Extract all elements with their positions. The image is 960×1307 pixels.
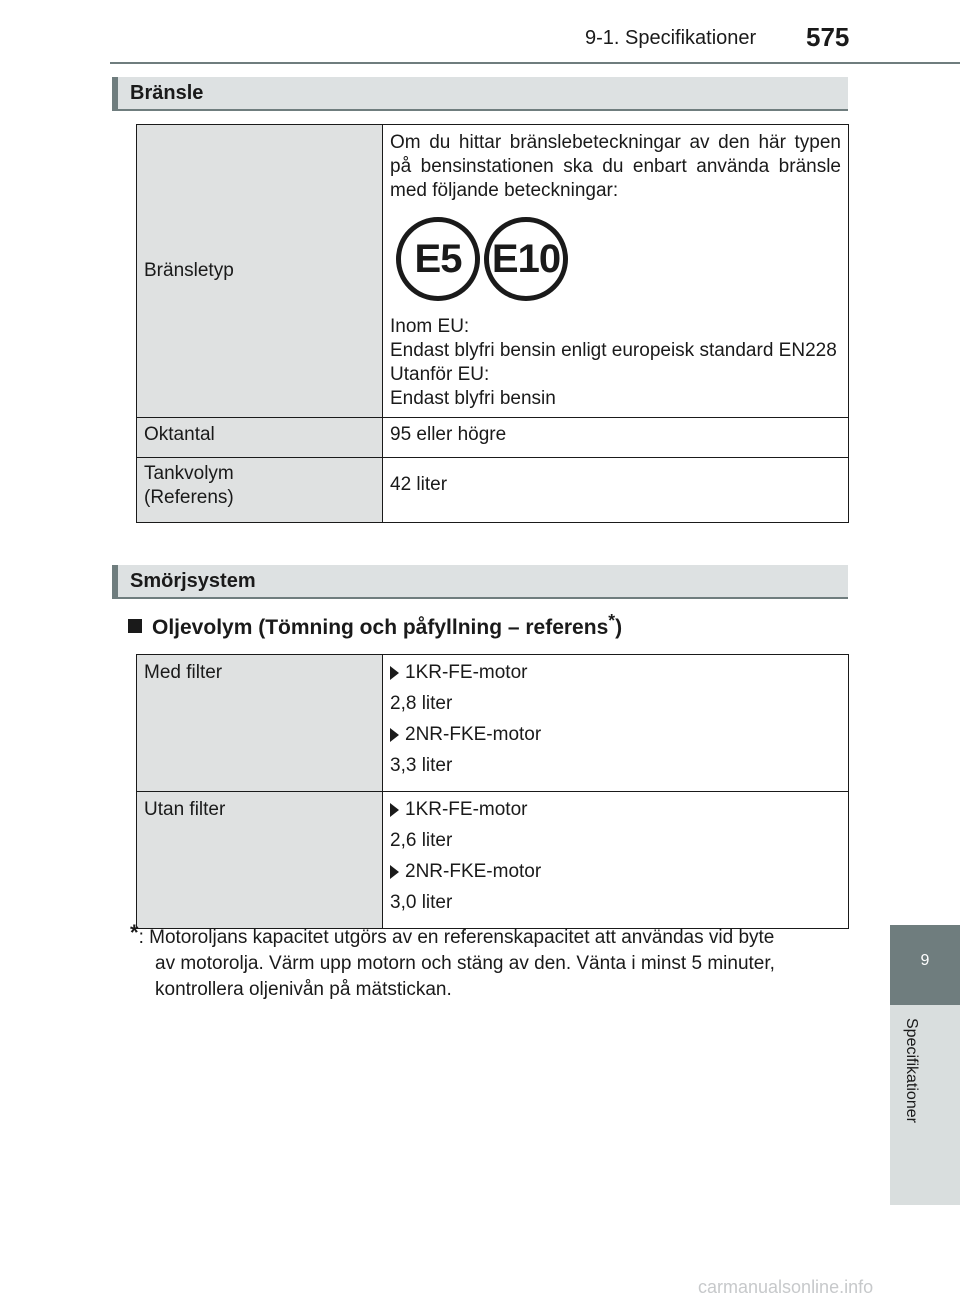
outside-eu-text: Endast blyfri bensin: [390, 388, 556, 409]
octane-label: Oktantal: [137, 418, 383, 458]
octane-value: 95 eller högre: [383, 418, 849, 458]
with-filter-values: [383, 655, 849, 792]
table-row: [137, 458, 849, 523]
oil-volume-table: [136, 654, 849, 929]
table-row: [137, 125, 849, 418]
oil-volume-subheading: [128, 610, 622, 640]
in-eu-text: Endast blyfri bensin enligt europeisk standard EN228: [390, 340, 837, 361]
lubrication-heading-text: Smörjsystem: [130, 570, 256, 592]
chapter-tab-background: [890, 1005, 960, 1205]
fuel-section-heading: [112, 77, 848, 111]
fuel-heading-text: Bränsle: [130, 82, 204, 104]
list-item: [390, 860, 841, 884]
engine-name: 1KR-FE-motor: [405, 799, 528, 820]
footnote-line3: kontrollera oljenivån på mätstickan.: [155, 979, 452, 1000]
tank-label-line2: (Referens): [144, 487, 234, 508]
footnote-line2: av motorolja. Värm upp motorn och stäng av den. Vänta i minst 5 minuter,: [155, 953, 775, 974]
table-row: [137, 418, 849, 458]
oil-quantity: 2,8 liter: [390, 693, 453, 714]
footnote-line1: [130, 920, 845, 951]
e5-fuel-label-icon: E5: [396, 217, 480, 301]
in-eu-label: Inom EU:: [390, 316, 470, 337]
header-divider: [110, 62, 960, 64]
outside-eu-label: Utanför EU:: [390, 364, 490, 385]
list-item: [390, 723, 841, 747]
fuel-type-intro: Om du hittar bränslebeteckningar av den här typen på bensinstationen ska du enbart använda bränsle med följande beteckningar:: [390, 132, 841, 201]
triangle-bullet-icon: [390, 728, 399, 742]
list-item: [390, 798, 841, 822]
oil-quantity: 3,0 liter: [390, 892, 453, 913]
triangle-bullet-icon: [390, 666, 399, 680]
footnote-text-1: : Motoroljans kapacitet utgörs av en referenskapacitet att användas vid byte: [138, 927, 775, 948]
footnote-mark: *: [608, 610, 616, 630]
fuel-table: [136, 124, 849, 523]
engine-name: 1KR-FE-motor: [405, 662, 528, 683]
engine-name: 2NR-FKE-motor: [405, 861, 542, 882]
without-filter-label: Utan filter: [137, 792, 383, 929]
oil-quantity: 3,3 liter: [390, 755, 453, 776]
tank-label: [137, 458, 383, 523]
fuel-type-value: [383, 125, 849, 418]
page-number: 575: [806, 22, 850, 52]
watermark: carmanualsonline.info: [698, 1277, 874, 1297]
oil-volume-title: Oljevolym (Tömning och påfyllning – referens: [152, 616, 609, 639]
fuel-type-label: Bränsletyp: [137, 125, 383, 418]
table-row: [137, 792, 849, 929]
oil-quantity: 2,6 liter: [390, 830, 453, 851]
list-item: [390, 661, 841, 685]
chapter-tab[interactable]: [890, 925, 960, 1005]
fuel-badges: [396, 217, 841, 301]
footnote: [130, 920, 845, 1003]
e10-fuel-label-icon: E10: [484, 217, 568, 301]
square-bullet-icon: [128, 619, 142, 633]
engine-name: 2NR-FKE-motor: [405, 724, 542, 745]
lubrication-section-heading: [112, 565, 848, 599]
tank-label-line1: Tankvolym: [144, 463, 234, 484]
with-filter-label: Med filter: [137, 655, 383, 792]
chapter-label: Specifikationer: [903, 1018, 920, 1123]
without-filter-values: [383, 792, 849, 929]
tank-value: 42 liter: [383, 458, 849, 523]
table-row: [137, 655, 849, 792]
section-title: 9-1. Specifikationer: [585, 27, 757, 49]
triangle-bullet-icon: [390, 803, 399, 817]
footnote-star: *: [130, 920, 139, 945]
chapter-number: 9: [920, 952, 930, 969]
oil-volume-title-close: ): [615, 616, 623, 639]
triangle-bullet-icon: [390, 865, 399, 879]
